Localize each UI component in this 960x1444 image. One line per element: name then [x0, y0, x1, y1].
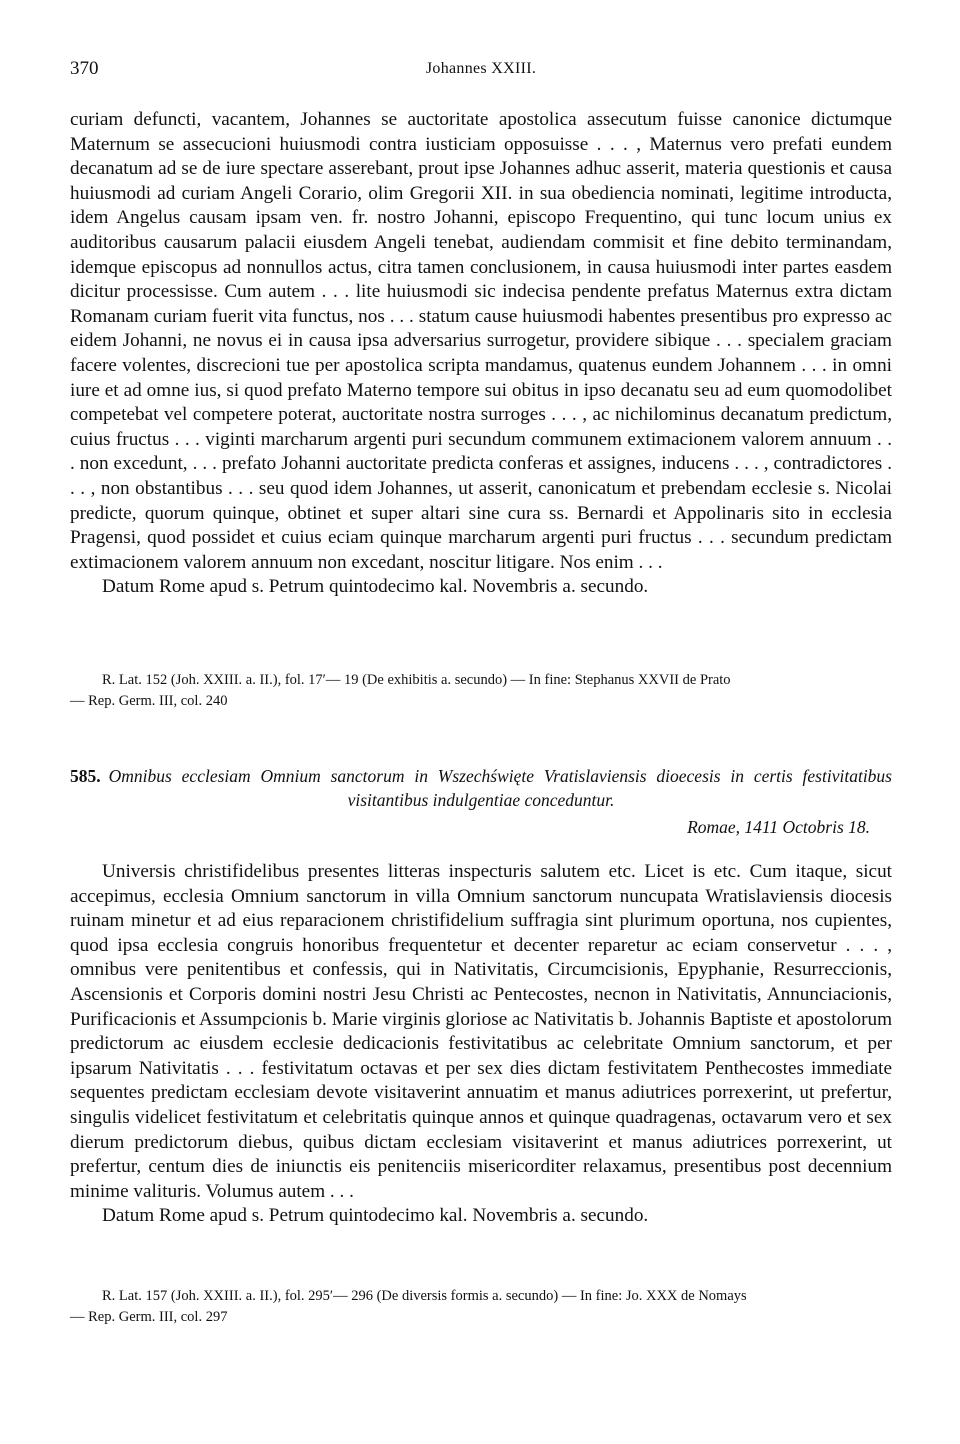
datum-line: Datum Rome apud s. Petrum quintodecimo kal. Novembris a. secundo. [102, 1205, 649, 1227]
document-heading [70, 764, 892, 839]
source-note [70, 670, 892, 712]
document-title: Omnibus ecclesiam Omnium sanctorum in Wszechświęte Vratislaviensis dioecesis in certis festivitatibus [108, 766, 892, 786]
place-date: Romae, 1411 Octobris 18. [687, 817, 870, 837]
page-number: 370 [70, 58, 99, 79]
page-header [70, 58, 892, 84]
running-head: Johannes XXIII. [425, 60, 537, 77]
document-title-continued: visitantibus indulgentiae conceduntur. [347, 790, 615, 810]
document-number: 585. [70, 766, 101, 786]
source-note-line: R. Lat. 152 (Joh. XXIII. a. II.), fol. 17′— 19 (De exhibitis a. secundo) — In fine: Stephanus XXVII de Prato [102, 672, 731, 688]
continued-text-block [70, 108, 892, 600]
source-note-line: — Rep. Germ. III, col. 240 [70, 693, 228, 709]
source-note-line: R. Lat. 157 (Joh. XXIII. a. II.), fol. 295′— 296 (De diversis formis a. secundo) — In fine: Jo. XXX de Nomays [102, 1288, 747, 1304]
body-paragraph: curiam defuncti, vacantem, Johannes se auctoritate apostolica assecutum fuisse canonice dictumque Maternum se assecucioni huiusmodi contra iusticiam opposuisse . . . , Maternus vero prefati eundem decanatum ad se de iure spectare asserebant, prout ipse Johannes adhuc asserit, materia questionis et causa huiusmodi ad curiam Angeli Corario, olim Gregorii XII. in sua obediencia nominati, legitime introducta, idem Angelus causam ipsam ven. fr. nostro Johanni, episcopo Frequentino, qui tunc locum unius ex auditoribus causarum palacii eiusdem Angeli tenebat, audiendam commisit et fine debito terminandam, idemque episcopus ad nonnullos actus, citra tamen conclusionem, in causa huiusmodi inter partes easdem dicitur processisse. Cum autem . . . lite huiusmodi sic indecisa pendente prefatus Maternus extra dictam Romanam curiam fuerit vita functus, nos . . . statum cause huiusmodi habentes presentibus pro expresso ac eidem Johanni, ne novus ei in causa ipsa adversarius surrogetur, providere sibique . . . specialem graciam facere volentes, discrecioni tue per apostolica scripta mandamus, quatenus eundem Johannem . . . in omni iure et ad omne ius, si quod prefato Materno tempore sui obitus in ipso decanatu seu ad eum quomodolibet competebat vel competere poterat, auctoritate nostra surroges . . . , ac nichilominus decanatum predictum, cuius fructus . . . viginti marcharum argenti puri secundum communem extimacionem valorem annuum . . . non excedunt, . . . prefato Johanni auctoritate predicta conferas et assignes, inducens . . . , contradictores . . . , non obstantibus . . . seu quod idem Johannes, ut asserit, canonicatum et prebendam ecclesie s. Nicolai predicte, quorum quinque, obtinet et super altari sine cura ss. Bernardi et Appolinaris sito in ecclesia Pragensi, quod possidet et cuius eciam quinque marcharum argenti puri fructus . . . secundum predictam extimacionem valorem annuum non excedant, noscitur litigare. Nos enim . . . [70, 109, 892, 573]
source-note [70, 1286, 892, 1328]
body-paragraph: Universis christifidelibus presentes litteras inspecturis salutem etc. Licet is etc. Cum itaque, sicut accepimus, ecclesia Omnium sanctorum in villa Omnium sanctorum nuncupata Wratislaviensis diocesis ruinam minetur et ad eius reparacionem christifidelium suffragia sint plurimum oportuna, nos cupientes, quod ipsa ecclesia congruis honoribus frequentetur et decenter reparetur ac eciam conservetur . . . , omnibus vere penitentibus et confessis, qui in Nativitatis, Circumcisionis, Epyphanie, Resurreccionis, Ascensionis et Corporis domini nostri Jesu Christi ac Pentecostes, necnon in Nativitatis, Annunciacionis, Purificacionis et Assumpcionis b. Marie virginis gloriose ac Nativitatis b. Johannis Baptiste et apostolorum predictorum ac eiusdem ecclesie dedicacionis festivitatibus ac celebritate Omnium sanctorum, et per ipsarum Nativitatis . . . festivitatum octavas et per sex dies dictam festivitatem Penthecostes immediate sequentes predictam ecclesiam devote visitaverint annuatim et manus adiutrices porrexerint, ut prefertur, singulis videlicet festivitatum et celebritatis quinque annos et quinque quadragenas, octavarum vero et sex dierum predictorum diebus, quibus dictam ecclesiam visitaverint et manus adiutrices porrexerint, ut prefertur, centum dies de iniunctis eis penitenciis misericorditer relaxamus, presentibus post decennium minime valituris. Volumus autem . . . [70, 861, 892, 1202]
source-note-line: — Rep. Germ. III, col. 297 [70, 1309, 228, 1325]
datum-line: Datum Rome apud s. Petrum quintodecimo kal. Novembris a. secundo. [102, 576, 649, 598]
document-body [70, 860, 892, 1229]
